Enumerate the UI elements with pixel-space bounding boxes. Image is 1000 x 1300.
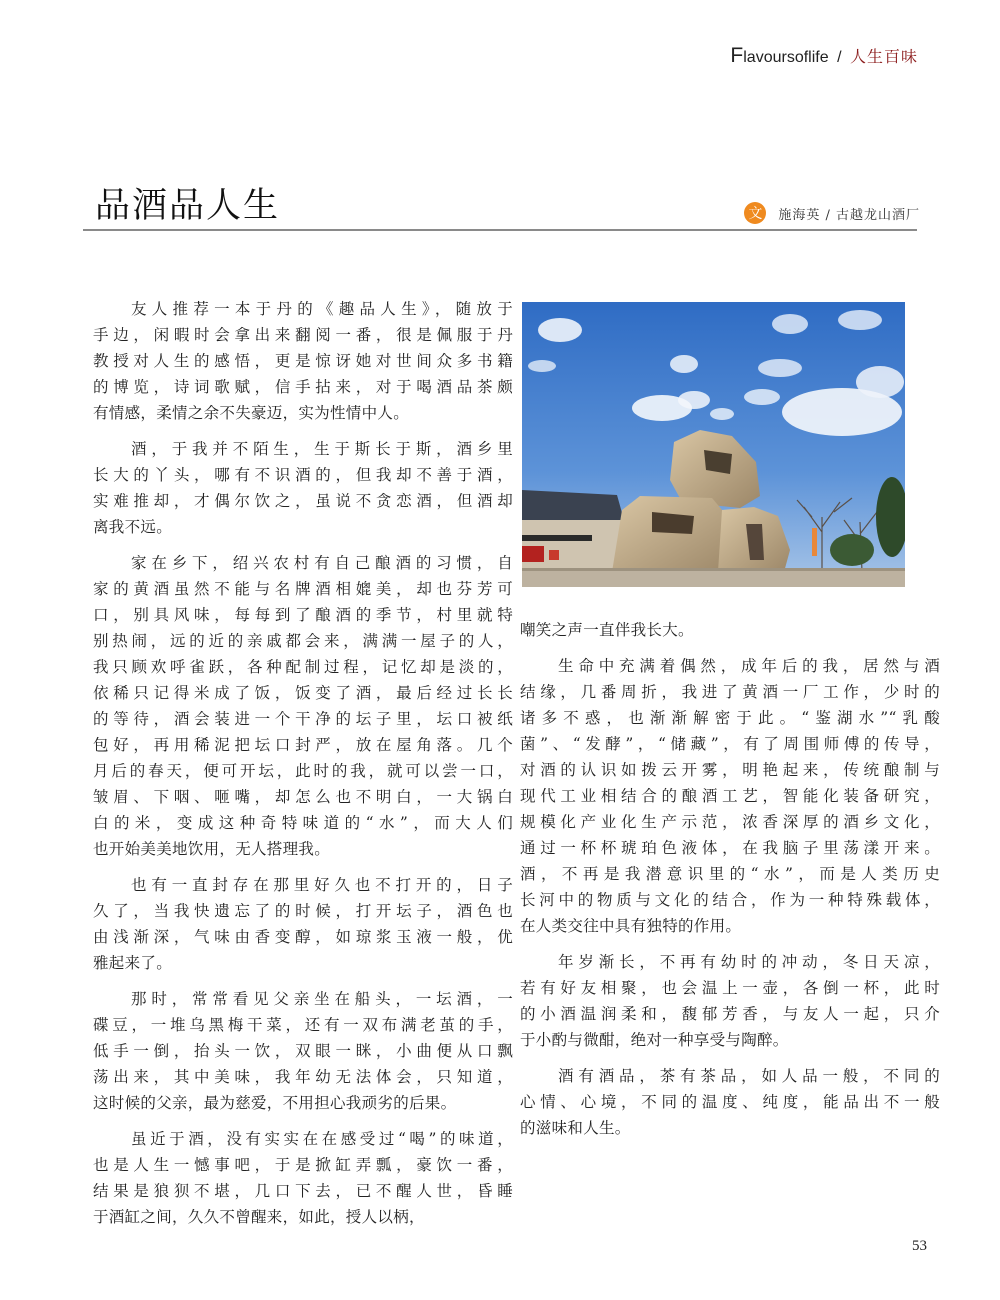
- brand-name: lavoursoflife: [743, 49, 829, 66]
- text-line: 实难推却，才偶尔饮之，虽说不贪恋酒，但酒却: [93, 492, 513, 510]
- text-line: 皱眉、下咽、咂嘴，却怎么也不明白，一大锅白: [93, 788, 513, 806]
- text-line: 也有一直封存在那里好久也不打开的，日子: [131, 876, 513, 894]
- text-line: 离我不远。: [93, 518, 173, 536]
- text-line: 我只顾欢呼雀跃，各种配制过程，记忆却是淡的，: [93, 658, 513, 676]
- text-line: 在人类交往中具有独特的作用。: [520, 917, 742, 935]
- text-line: 结果是狼狈不堪，几口下去，已不醒人世，昏睡: [93, 1182, 513, 1200]
- text-line: 别热闹，远的近的亲戚都会来，满满一屋子的人，: [93, 632, 513, 650]
- text-line: 酒，不再是我潜意识里的“水”，而是人类历史: [520, 865, 940, 883]
- right-column: [520, 617, 940, 1151]
- article-title: 品酒品人生: [95, 186, 281, 226]
- text-line: 长河中的物质与文化的结合，作为一种特殊载体，: [520, 891, 940, 909]
- text-line: 长大的丫头，哪有不识酒的，但我却不善于酒，: [93, 466, 513, 484]
- text-line: 手边，闲暇时会拿出来翻阅一番，很是佩服于丹: [93, 326, 513, 344]
- paragraph: [520, 653, 940, 939]
- text-line: 久了，当我快遗忘了的时候，打开坛子，酒色也: [93, 902, 513, 920]
- text-line: 若有好友相聚，也会温上一壶，各倒一杯，此时: [520, 979, 940, 997]
- paragraph: [520, 949, 940, 1053]
- stone-sculpture-photo: [522, 302, 905, 587]
- paragraph: [93, 872, 513, 976]
- text-line: 也开始美美地饮用，无人搭理我。: [93, 840, 331, 858]
- text-line: 结缘，几番周折，我进了黄酒一厂工作，少时的: [520, 683, 940, 701]
- text-line: 的博览，诗词歌赋，信手拈来，对于喝酒品茶颇: [93, 378, 513, 396]
- text-line: 的等待，酒会装进一个干净的坛子里，坛口被纸: [93, 710, 513, 728]
- brand-initial: F: [730, 44, 744, 67]
- text-line: 碟豆，一堆乌黑梅干菜，还有一双布满老茧的手，: [93, 1016, 513, 1034]
- text-line: 心情、心境，不同的温度、纯度，能品出不一般: [520, 1093, 940, 1111]
- author-name: 施海英 / 古越龙山酒厂: [778, 207, 920, 223]
- running-header: [730, 44, 918, 68]
- text-line: 依稀只记得米成了饭，饭变了酒，最后经过长长: [93, 684, 513, 702]
- text-line: 年岁渐长，不再有幼时的冲动，冬日天凉，: [558, 953, 940, 971]
- text-line: 教授对人生的感悟，更是惊讶她对世间众多书籍: [93, 352, 513, 370]
- paragraph: [93, 436, 513, 540]
- section-name: 人生百味: [849, 47, 918, 66]
- paragraph: [520, 1063, 940, 1141]
- text-line: 规模化产业化生产示范，浓香深厚的酒乡文化，: [520, 813, 940, 831]
- text-line: 通过一杯杯琥珀色液体，在我脑子里荡漾开来。: [520, 839, 940, 857]
- page-number: 53: [912, 1238, 927, 1254]
- text-line: 也是人生一憾事吧，于是掀缸弄瓢，豪饮一番，: [93, 1156, 513, 1174]
- text-line: 生命中充满着偶然，成年后的我，居然与酒: [558, 657, 940, 675]
- text-line: 菌”、“发酵”，“储藏”，有了周围师傅的传导，: [520, 735, 940, 753]
- author-badge-icon: 文: [744, 202, 766, 224]
- text-line: 白的米，变成这种奇特味道的“水”，而大人们: [93, 814, 513, 832]
- text-line: 由浅渐深，气味由香变醇，如琼浆玉液一般，优: [93, 928, 513, 946]
- paragraph: [93, 1126, 513, 1230]
- text-line: 这时候的父亲，最为慈爱，不用担心我顽劣的后果。: [93, 1094, 457, 1112]
- text-line: 家的黄酒虽然不能与名牌酒相媲美，却也芬芳可: [93, 580, 513, 598]
- text-line: 现代工业相结合的酿酒工艺，智能化装备研究，: [520, 787, 940, 805]
- header-separator: /: [837, 49, 842, 66]
- text-line: 低手一倒，抬头一饮，双眼一眯，小曲便从口飘: [93, 1042, 513, 1060]
- paragraph: [93, 986, 513, 1116]
- text-line: 诸多不惑，也渐渐解密于此。“鉴湖水”“乳酸: [520, 709, 940, 727]
- text-line: 有情感，柔情之余不失豪迈，实为性情中人。: [93, 404, 410, 422]
- text-line: 对酒的认识如拨云开雾，明艳起来，传统酿制与: [520, 761, 940, 779]
- text-line: 月后的春天，便可开坛，此时的我，就可以尝一口，: [93, 762, 513, 780]
- byline: [744, 202, 920, 224]
- paragraph: [93, 296, 513, 426]
- text-line: 嘲笑之声一直伴我长大。: [520, 621, 694, 639]
- text-line: 家在乡下，绍兴农村有自己酿酒的习惯，自: [131, 554, 513, 572]
- paragraph: [93, 550, 513, 862]
- left-column: [93, 296, 513, 1240]
- paragraph: [520, 617, 940, 643]
- text-line: 友人推荐一本于丹的《趣品人生》，随放于: [131, 300, 513, 318]
- text-line: 酒，于我并不陌生，生于斯长于斯，酒乡里: [131, 440, 513, 458]
- text-line: 酒有酒品，茶有茶品，如人品一般，不同的: [558, 1067, 940, 1085]
- text-line: 虽近于酒，没有实实在在感受过“喝”的味道，: [131, 1130, 513, 1148]
- text-line: 荡出来，其中美味，我年幼无法体会，只知道，: [93, 1068, 513, 1086]
- article-photo: [522, 302, 905, 587]
- text-line: 那时，常常看见父亲坐在船头，一坛酒，一: [131, 990, 513, 1008]
- text-line: 的小酒温润柔和，馥郁芳香，与友人一起，只介: [520, 1005, 940, 1023]
- text-line: 雅起来了。: [93, 954, 173, 972]
- text-line: 于酒缸之间，久久不曾醒来，如此，授人以柄，: [93, 1208, 425, 1226]
- text-line: 口，别具风味，每每到了酿酒的季节，村里就特: [93, 606, 513, 624]
- title-divider: [83, 229, 917, 231]
- text-line: 的滋味和人生。: [520, 1119, 631, 1137]
- text-line: 于小酌与微酣，绝对一种享受与陶醉。: [520, 1031, 789, 1049]
- text-line: 包好，再用稀泥把坛口封严，放在屋角落。几个: [93, 736, 513, 754]
